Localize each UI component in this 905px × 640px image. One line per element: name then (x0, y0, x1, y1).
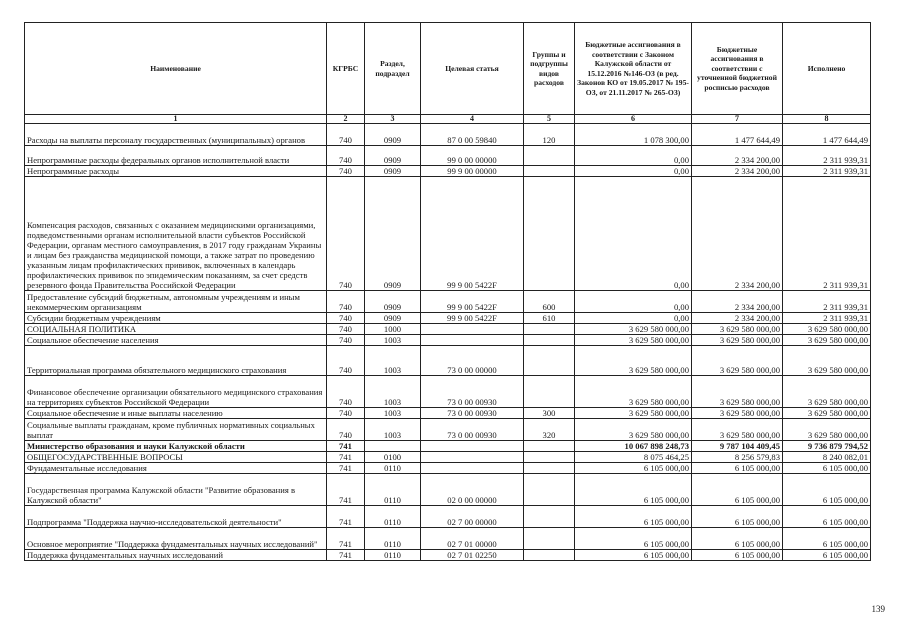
row-name: Подпрограмма "Поддержка научно-исследовательской деятельности" (25, 506, 327, 528)
row-assign-law: 1 078 300,00 (575, 124, 692, 146)
table-row (25, 166, 871, 177)
row-assign-refined: 6 105 000,00 (692, 506, 783, 528)
row-assign-law: 3 629 580 000,00 (575, 324, 692, 335)
row-section: 1003 (365, 335, 421, 346)
row-assign-law: 6 105 000,00 (575, 506, 692, 528)
table-row (25, 146, 871, 166)
column-number: 3 (365, 115, 421, 124)
row-section: 1003 (365, 346, 421, 376)
row-name: Предоставление субсидий бюджетным, автономным учреждениям и иным некоммерческим организациям (25, 291, 327, 313)
row-name: Финансовое обеспечение организации обязательного медицинского страхования на территориях субъектов Российской Федерации (25, 376, 327, 408)
row-executed: 3 629 580 000,00 (783, 324, 871, 335)
row-section: 0110 (365, 463, 421, 474)
row-section: 1003 (365, 419, 421, 441)
row-assign-law: 6 105 000,00 (575, 528, 692, 550)
row-executed: 6 105 000,00 (783, 506, 871, 528)
row-executed: 6 105 000,00 (783, 528, 871, 550)
row-executed: 2 311 939,31 (783, 291, 871, 313)
row-kgrbs: 740 (327, 419, 365, 441)
row-assign-refined: 3 629 580 000,00 (692, 419, 783, 441)
row-section: 0909 (365, 313, 421, 324)
row-assign-law: 3 629 580 000,00 (575, 376, 692, 408)
row-assign-refined: 1 477 644,49 (692, 124, 783, 146)
row-kgrbs: 740 (327, 324, 365, 335)
row-assign-law: 0,00 (575, 313, 692, 324)
row-group (524, 166, 575, 177)
row-executed: 6 105 000,00 (783, 463, 871, 474)
table-body (25, 124, 871, 561)
row-executed: 8 240 082,01 (783, 452, 871, 463)
table-row (25, 474, 871, 506)
row-section: 0909 (365, 146, 421, 166)
row-name: Компенсация расходов, связанных с оказанием медицинскими организациями, подведомственными органам исполнительной власти субъектов Российской Федерации, органам местного самоуправления, в 2017 году гражданам Украины и лицам без гражданства медицинской помощи, а также затрат по проведению указанным лицам профилактических прививок, включенных в календарь профилактических прививок по эпидемическим показаниям, за счет средств резервного фонда Правительства Российской Федерации (25, 177, 327, 291)
row-group (524, 346, 575, 376)
table-row (25, 335, 871, 346)
row-kgrbs: 740 (327, 166, 365, 177)
row-executed: 2 311 939,31 (783, 166, 871, 177)
row-target (421, 335, 524, 346)
row-target: 99 9 00 5422F (421, 291, 524, 313)
budget-table (24, 22, 871, 561)
row-target: 02 7 01 00000 (421, 528, 524, 550)
table-row (25, 346, 871, 376)
row-assign-law: 0,00 (575, 166, 692, 177)
row-assign-law: 3 629 580 000,00 (575, 419, 692, 441)
row-executed: 3 629 580 000,00 (783, 335, 871, 346)
row-executed: 3 629 580 000,00 (783, 346, 871, 376)
row-assign-refined: 6 105 000,00 (692, 474, 783, 506)
row-group (524, 463, 575, 474)
row-section (365, 441, 421, 452)
row-group (524, 376, 575, 408)
row-assign-law: 6 105 000,00 (575, 474, 692, 506)
table-row (25, 550, 871, 561)
row-kgrbs: 741 (327, 550, 365, 561)
row-kgrbs: 740 (327, 335, 365, 346)
row-assign-refined: 6 105 000,00 (692, 550, 783, 561)
column-number-row (25, 115, 871, 124)
row-target (421, 441, 524, 452)
row-group: 610 (524, 313, 575, 324)
row-kgrbs: 741 (327, 506, 365, 528)
page-number: 139 (871, 604, 885, 614)
row-group (524, 550, 575, 561)
row-assign-law: 3 629 580 000,00 (575, 408, 692, 419)
row-kgrbs: 740 (327, 146, 365, 166)
row-target: 73 0 00 00930 (421, 419, 524, 441)
header-group: Группы и подгруппы видов расходов (524, 23, 575, 115)
row-assign-law: 6 105 000,00 (575, 463, 692, 474)
row-group (524, 324, 575, 335)
row-assign-refined: 3 629 580 000,00 (692, 335, 783, 346)
table-row (25, 177, 871, 291)
column-number: 5 (524, 115, 575, 124)
row-kgrbs: 741 (327, 474, 365, 506)
row-name: Непрограммные расходы (25, 166, 327, 177)
row-section: 1003 (365, 376, 421, 408)
row-target: 73 0 00 00000 (421, 346, 524, 376)
row-group (524, 474, 575, 506)
row-section: 0909 (365, 291, 421, 313)
row-section: 1000 (365, 324, 421, 335)
row-executed: 3 629 580 000,00 (783, 376, 871, 408)
row-kgrbs: 740 (327, 124, 365, 146)
row-target: 73 0 00 00930 (421, 376, 524, 408)
row-kgrbs: 740 (327, 291, 365, 313)
table-row (25, 419, 871, 441)
row-assign-refined: 3 629 580 000,00 (692, 408, 783, 419)
row-kgrbs: 741 (327, 452, 365, 463)
row-executed: 2 311 939,31 (783, 146, 871, 166)
row-group (524, 441, 575, 452)
row-kgrbs: 741 (327, 441, 365, 452)
row-name: Фундаментальные исследования (25, 463, 327, 474)
row-assign-refined: 2 334 200,00 (692, 291, 783, 313)
row-kgrbs: 741 (327, 528, 365, 550)
row-group (524, 506, 575, 528)
table-row (25, 506, 871, 528)
column-number: 7 (692, 115, 783, 124)
row-assign-law: 8 075 464,25 (575, 452, 692, 463)
header-name: Наименование (25, 23, 327, 115)
row-kgrbs: 741 (327, 463, 365, 474)
header-assign-refined: Бюджетные ассигнования в соответствии с уточненной бюджетной росписью расходов (692, 23, 783, 115)
table-row (25, 124, 871, 146)
table-row (25, 441, 871, 452)
row-target: 02 0 00 00000 (421, 474, 524, 506)
row-assign-law: 6 105 000,00 (575, 550, 692, 561)
header-executed: Исполнено (783, 23, 871, 115)
column-number: 4 (421, 115, 524, 124)
header-section: Раздел, подраздел (365, 23, 421, 115)
row-assign-refined: 2 334 200,00 (692, 313, 783, 324)
row-executed: 6 105 000,00 (783, 550, 871, 561)
column-number: 8 (783, 115, 871, 124)
row-executed: 2 311 939,31 (783, 313, 871, 324)
row-kgrbs: 740 (327, 408, 365, 419)
row-name: Министерство образования и науки Калужской области (25, 441, 327, 452)
row-executed: 9 736 879 794,52 (783, 441, 871, 452)
row-name: СОЦИАЛЬНАЯ ПОЛИТИКА (25, 324, 327, 335)
table-row (25, 324, 871, 335)
row-assign-refined: 2 334 200,00 (692, 146, 783, 166)
row-kgrbs: 740 (327, 313, 365, 324)
table-row (25, 452, 871, 463)
row-executed: 2 311 939,31 (783, 177, 871, 291)
row-group (524, 528, 575, 550)
row-assign-refined: 9 787 104 409,45 (692, 441, 783, 452)
row-assign-law: 10 067 898 248,73 (575, 441, 692, 452)
row-section: 0110 (365, 506, 421, 528)
header-target: Целевая статья (421, 23, 524, 115)
row-section: 0100 (365, 452, 421, 463)
row-section: 0110 (365, 550, 421, 561)
row-section: 0909 (365, 124, 421, 146)
row-group (524, 452, 575, 463)
row-target: 99 9 00 5422F (421, 313, 524, 324)
row-name: Социальное обеспечение и иные выплаты населению (25, 408, 327, 419)
row-target (421, 324, 524, 335)
row-target (421, 452, 524, 463)
table-row (25, 376, 871, 408)
row-assign-refined: 6 105 000,00 (692, 528, 783, 550)
row-assign-law: 0,00 (575, 146, 692, 166)
row-target (421, 463, 524, 474)
row-section: 1003 (365, 408, 421, 419)
row-executed: 3 629 580 000,00 (783, 419, 871, 441)
row-target: 02 7 00 00000 (421, 506, 524, 528)
row-name: Основное мероприятие "Поддержка фундаментальных научных исследований" (25, 528, 327, 550)
row-group (524, 146, 575, 166)
row-group: 320 (524, 419, 575, 441)
row-assign-refined: 2 334 200,00 (692, 166, 783, 177)
row-assign-refined: 2 334 200,00 (692, 177, 783, 291)
column-number: 2 (327, 115, 365, 124)
row-target: 73 0 00 00930 (421, 408, 524, 419)
row-group: 600 (524, 291, 575, 313)
row-kgrbs: 740 (327, 346, 365, 376)
row-name: Поддержка фундаментальных научных исследований (25, 550, 327, 561)
row-target: 02 7 01 02250 (421, 550, 524, 561)
row-assign-refined: 8 256 579,83 (692, 452, 783, 463)
row-assign-refined: 3 629 580 000,00 (692, 324, 783, 335)
row-name: Территориальная программа обязательного медицинского страхования (25, 346, 327, 376)
row-section: 0110 (365, 528, 421, 550)
row-target: 99 9 00 00000 (421, 166, 524, 177)
row-target: 99 0 00 00000 (421, 146, 524, 166)
table-row (25, 408, 871, 419)
row-assign-refined: 3 629 580 000,00 (692, 346, 783, 376)
table-row (25, 528, 871, 550)
row-name: Государственная программа Калужской области "Развитие образования в Калужской области" (25, 474, 327, 506)
row-kgrbs: 740 (327, 177, 365, 291)
row-name: Непрограммные расходы федеральных органов исполнительной власти (25, 146, 327, 166)
table-row (25, 463, 871, 474)
header-kgrbs: КГРБС (327, 23, 365, 115)
column-number: 6 (575, 115, 692, 124)
row-kgrbs: 740 (327, 376, 365, 408)
row-section: 0110 (365, 474, 421, 506)
row-section: 0909 (365, 166, 421, 177)
row-name: Субсидии бюджетным учреждениям (25, 313, 327, 324)
row-name: Социальные выплаты гражданам, кроме публичных нормативных социальных выплат (25, 419, 327, 441)
row-group (524, 335, 575, 346)
row-group: 120 (524, 124, 575, 146)
table-row (25, 291, 871, 313)
row-executed: 3 629 580 000,00 (783, 408, 871, 419)
row-executed: 6 105 000,00 (783, 474, 871, 506)
row-assign-refined: 6 105 000,00 (692, 463, 783, 474)
table-header-row (25, 23, 871, 115)
row-name: Социальное обеспечение населения (25, 335, 327, 346)
row-executed: 1 477 644,49 (783, 124, 871, 146)
row-assign-refined: 3 629 580 000,00 (692, 376, 783, 408)
row-group (524, 177, 575, 291)
row-assign-law: 0,00 (575, 291, 692, 313)
row-target: 87 0 00 59840 (421, 124, 524, 146)
column-number: 1 (25, 115, 327, 124)
row-assign-law: 3 629 580 000,00 (575, 346, 692, 376)
header-assign-law: Бюджетные ассигнования в соответствии с Законом Калужской области от 15.12.2016 №146-ОЗ (в ред. Законов КО от 19.05.2017 № 195-ОЗ, от 21.11.2017 № 265-ОЗ) (575, 23, 692, 115)
row-name: ОБЩЕГОСУДАРСТВЕННЫЕ ВОПРОСЫ (25, 452, 327, 463)
row-assign-law: 0,00 (575, 177, 692, 291)
table-row (25, 313, 871, 324)
row-name: Расходы на выплаты персоналу государственных (муниципальных) органов (25, 124, 327, 146)
row-group: 300 (524, 408, 575, 419)
row-assign-law: 3 629 580 000,00 (575, 335, 692, 346)
row-target: 99 9 00 5422F (421, 177, 524, 291)
row-section: 0909 (365, 177, 421, 291)
